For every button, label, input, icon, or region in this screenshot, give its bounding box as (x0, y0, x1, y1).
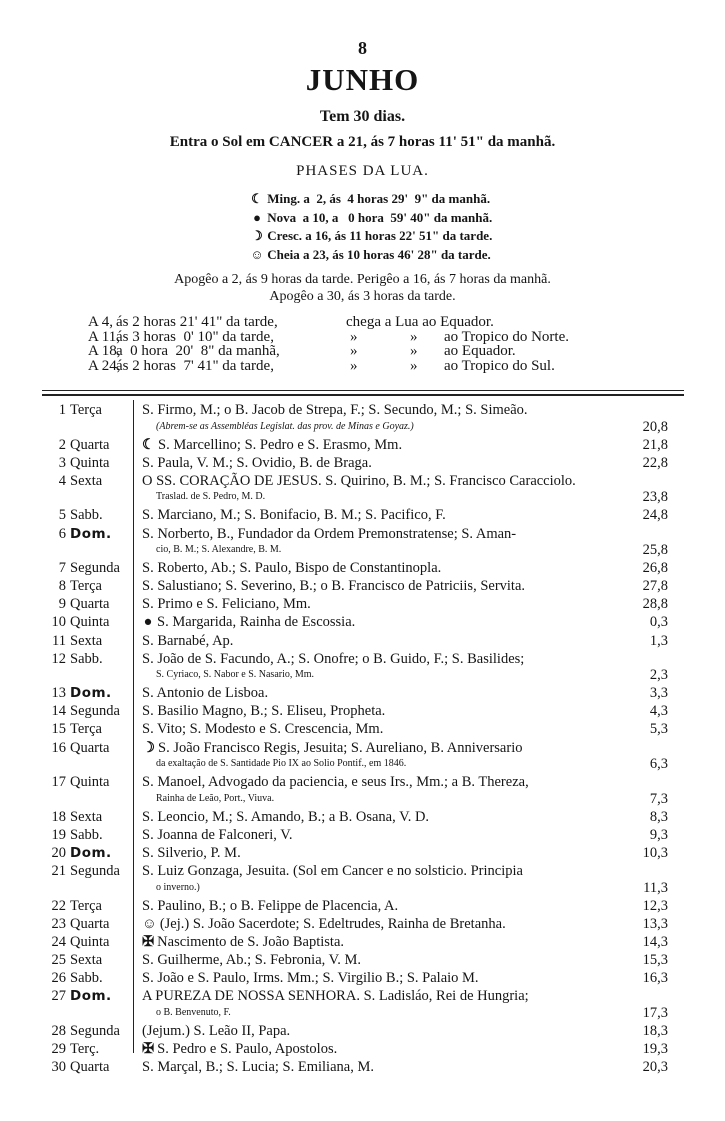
day-number: 22 (51, 897, 66, 914)
saints-line-text: S. Norberto, B., Fundador da Ordem Premonstratense; S. Aman- (142, 525, 517, 542)
saints-text (142, 507, 627, 524)
full-moon-icon: ☺ (142, 915, 157, 932)
saints-line (142, 880, 627, 897)
saints-line (142, 526, 627, 543)
calendar-row (0, 863, 725, 896)
saints-line-text: S. Marçal, B.; S. Lucia; S. Emiliana, M. (142, 1058, 374, 1075)
saints-line (142, 614, 627, 631)
moon-age-value: 7,3 (649, 790, 668, 807)
moon-age-value: 9,3 (649, 826, 668, 843)
calendar-row (0, 526, 725, 559)
saints-text (142, 934, 627, 951)
moon-age-value: 6,3 (649, 756, 668, 772)
day-number: 26 (51, 970, 66, 986)
calendar-row (0, 898, 725, 915)
day-number: 27 (51, 988, 66, 1005)
day-number: 6 (58, 525, 66, 542)
saints-line-text: o inverno.) (156, 881, 200, 893)
weekday-label: Segunda (70, 560, 120, 577)
calendar-row (0, 1041, 725, 1058)
moon-age-value: 4,3 (649, 703, 668, 720)
saints-line (142, 934, 627, 951)
weekday-label: Quarta (70, 915, 110, 932)
saints-line (142, 952, 627, 969)
calendar-row (0, 721, 725, 738)
day-number: 23 (51, 915, 66, 932)
weekday-label: Sabb. (70, 970, 103, 986)
saints-line-text: S. João de S. Facundo, A.; S. Onofre; o B. Guido, F.; S. Basilides; (142, 650, 525, 667)
calendar-row (0, 402, 725, 435)
calendar-row (0, 437, 725, 454)
day-number: 20 (51, 844, 66, 861)
moon-age-value: 13,3 (642, 915, 668, 932)
saints-line-text: S. Firmo, M.; o B. Jacob de Strepa, F.; S. Secundo, M.; S. Simeão. (142, 402, 528, 418)
calendar-row (0, 596, 725, 613)
cross-icon: ✠ (142, 933, 155, 950)
calendar-row (0, 952, 725, 969)
day-number: 29 (51, 1040, 66, 1057)
saints-line (142, 1005, 627, 1022)
saints-text (142, 685, 627, 702)
moon-age-value: 27,8 (642, 578, 668, 595)
calendar-row (0, 473, 725, 506)
days-count: Tem 30 dias. (319, 108, 406, 125)
saints-text (142, 560, 627, 577)
weekday-label: Quinta (70, 614, 110, 631)
weekday-label: Terça (70, 578, 102, 595)
calendar-row (0, 651, 725, 684)
moon-age-value: 24,8 (642, 507, 668, 524)
ditto-mark: » (350, 343, 358, 359)
ditto-mark: » (410, 343, 418, 359)
moon-age-value: 20,3 (642, 1058, 668, 1075)
moon-age-value: 15,3 (642, 951, 668, 968)
moon-age-value: 21,8 (642, 436, 668, 453)
moon-age-value: 22,8 (642, 454, 668, 471)
saints-line-text: S. Joanna de Falconeri, V. (142, 826, 293, 843)
saints-line-text: S. Silverio, P. M. (142, 844, 241, 861)
moon-age-value: 12,3 (642, 897, 668, 914)
phases-title: PHASES DA LUA. (296, 163, 429, 179)
day-number: 17 (51, 774, 66, 791)
moon-age-value: 23,8 (642, 489, 668, 506)
waning-moon-icon: ☾ (142, 436, 155, 453)
saints-text (142, 916, 627, 933)
saints-text (142, 863, 627, 896)
calendar-row (0, 970, 725, 987)
weekday-label: Quarta (70, 739, 110, 756)
saints-line (142, 542, 627, 559)
day-number: 16 (51, 739, 66, 756)
calendar-row (0, 809, 725, 826)
saints-line-text: S. Marcellino; S. Pedro e S. Erasmo, Mm. (158, 436, 403, 453)
calendar-row (0, 560, 725, 577)
weekday-label: Sabb. (70, 507, 103, 524)
saints-text (142, 651, 627, 684)
day-number: 28 (51, 1022, 66, 1039)
sunday-label: Dom. (70, 685, 112, 702)
saints-text (142, 952, 627, 969)
calendar-row (0, 774, 725, 807)
saints-line (142, 507, 627, 524)
calendar-row (0, 633, 725, 650)
saints-line-text: S. Paulino, B.; o B. Felippe de Placencia, A. (142, 897, 399, 914)
equator-event: ao Tropico do Sul. (444, 357, 555, 374)
saints-line (142, 845, 627, 862)
saints-line (142, 419, 627, 436)
saints-line (142, 1059, 627, 1076)
saints-line (142, 560, 627, 577)
day-number: 2 (58, 436, 66, 453)
saints-text (142, 455, 627, 472)
month-title: JUNHO (305, 62, 420, 97)
saints-line-text: S. Antonio de Lisboa. (142, 685, 269, 702)
saints-text (142, 437, 627, 454)
equator-time: a 0 hora 20' 8" da manhã, (116, 343, 280, 359)
saints-line (142, 898, 627, 915)
saints-line (142, 667, 627, 684)
saints-line-text: (Abrem-se as Assembléas Legislat. das prov. de Minas e Goyaz.) (156, 420, 414, 432)
weekday-label: Quarta (70, 436, 110, 453)
saints-text (142, 703, 627, 720)
calendar-row (0, 685, 725, 702)
saints-text (142, 596, 627, 613)
apogee-line: Apogêo a 30, ás 3 horas da tarde. (269, 289, 456, 304)
ditto-mark: » (350, 357, 358, 374)
new-moon-icon: ● (253, 209, 261, 225)
day-number: 3 (58, 454, 66, 471)
moon-age-value: 20,8 (642, 418, 668, 435)
saints-text (142, 614, 627, 631)
calendar-row (0, 507, 725, 524)
day-number: 5 (58, 507, 66, 524)
weekday-label: Sabb. (70, 650, 103, 667)
calendar-row (0, 740, 725, 773)
calendar-row (0, 1023, 725, 1040)
day-number: 19 (51, 826, 66, 843)
day-number: 1 (58, 402, 66, 418)
saints-line-text: S. Marciano, M.; S. Bonifacio, B. M.; S. Pacifico, F. (142, 507, 446, 524)
sunday-label: Dom. (70, 525, 112, 542)
day-number: 21 (51, 863, 66, 879)
equator-time: ás 2 horas 7' 41" da tarde, (116, 357, 274, 374)
weekday-label: Sexta (70, 632, 103, 649)
moon-phase-text: Nova a 10, a 0 hora 59' 40" da manhã. (267, 209, 493, 225)
saints-text (142, 633, 627, 650)
saints-line-text: S. Salustiano; S. Severino, B.; o B. Francisco de Patriciis, Servita. (142, 578, 526, 595)
saints-line-text: cio, B. M.; S. Alexandre, B. M. (156, 544, 282, 555)
equator-date: A 24, (88, 357, 121, 374)
weekday-label: Quarta (70, 1058, 110, 1075)
saints-line (142, 596, 627, 613)
saints-line-text: (Jejum.) S. Leão II, Papa. (142, 1022, 291, 1039)
moon-age-value: 0,3 (649, 614, 668, 631)
calendar-row (0, 827, 725, 844)
saints-line-text: S. Barnabé, Ap. (142, 632, 234, 649)
saints-line-text: S. Guilherme, Ab.; S. Febronia, V. M. (142, 951, 361, 968)
saints-line-text: (Jej.) S. João Sacerdote; S. Edeltrudes, Rainha de Bretanha. (159, 915, 506, 932)
calendar-row (0, 916, 725, 933)
calendar-row (0, 988, 725, 1021)
calendar-row (0, 455, 725, 472)
equator-time: ás 3 horas 0' 10" da tarde, (116, 328, 274, 345)
saints-text (142, 898, 627, 915)
day-number: 30 (51, 1058, 66, 1075)
saints-line (142, 1041, 627, 1058)
day-number: 14 (51, 703, 66, 720)
sunday-label: Dom. (70, 988, 112, 1005)
equator-event: ao Tropico do Norte. (444, 328, 569, 345)
ditto-mark: » (410, 328, 418, 345)
saints-line (142, 774, 627, 791)
saints-text (142, 740, 627, 773)
moon-age-value: 11,3 (643, 879, 668, 896)
saints-line-text: Traslad. de S. Pedro, M. D. (156, 491, 266, 503)
saints-line (142, 809, 627, 826)
saints-text (142, 988, 627, 1021)
weekday-label: Quinta (70, 933, 110, 950)
weekday-label: Quinta (70, 774, 110, 791)
waning-moon-icon: ☾ (251, 191, 263, 206)
sun-entry: Entra o Sol em CANCER a 21, ás 7 horas 11' 51" da manhã. (169, 134, 556, 150)
saints-text (142, 827, 627, 844)
saints-text (142, 721, 627, 738)
saints-line-text: S. Basilio Magno, B.; S. Eliseu, Propheta. (142, 703, 386, 720)
day-number: 10 (51, 614, 66, 631)
day-number: 8 (58, 578, 66, 595)
weekday-label: Sexta (70, 808, 103, 825)
saints-line (142, 437, 627, 454)
ditto-mark: » (410, 357, 418, 374)
new-moon-icon: ● (143, 614, 153, 631)
moon-age-value: 3,3 (649, 685, 668, 702)
moon-phase-text: Ming. a 2, ás 4 horas 29' 9" da manhã. (267, 191, 491, 206)
saints-line (142, 703, 627, 720)
weekday-label: Quinta (70, 454, 110, 471)
calendar-row (0, 703, 725, 720)
day-number: 11 (52, 632, 66, 649)
saints-text (142, 1041, 627, 1058)
moon-age-value: 25,8 (642, 542, 668, 558)
weekday-label: Terça (70, 897, 102, 914)
weekday-label: Segunda (70, 863, 120, 879)
moon-age-value: 16,3 (642, 970, 668, 986)
day-number: 9 (58, 596, 66, 613)
saints-line-text: S. Cyriaco, S. Nabor e S. Nasario, Mm. (156, 669, 315, 681)
moon-age-value: 26,8 (642, 560, 668, 577)
moon-age-value: 1,3 (649, 632, 668, 649)
equator-date: A 18, (88, 343, 121, 359)
saints-text (142, 526, 627, 559)
saints-text (142, 1059, 627, 1076)
saints-text (142, 473, 627, 506)
saints-line-text: S. João e S. Paulo, Irms. Mm.; S. Virgilio B.; S. Palaio M. (142, 970, 479, 986)
saints-line-text: S. Primo e S. Feliciano, Mm. (142, 596, 311, 613)
saints-line (142, 863, 627, 880)
calendar-row (0, 614, 725, 631)
moon-age-value: 2,3 (649, 667, 668, 684)
weekday-label: Quarta (70, 596, 110, 613)
ditto-mark: » (350, 328, 358, 345)
saints-text (142, 809, 627, 826)
saints-line-text: A PUREZA DE NOSSA SENHORA. S. Ladisláo, Rei de Hungria; (142, 988, 529, 1005)
saints-line (142, 455, 627, 472)
saints-line-text: S. Leoncio, M.; S. Amando, B.; a B. Osana, V. D. (142, 808, 430, 825)
saints-line (142, 402, 627, 419)
moon-age-value: 18,3 (642, 1022, 668, 1039)
saints-line-text: S. Paula, V. M.; S. Ovidio, B. de Braga. (142, 454, 372, 471)
saints-text (142, 845, 627, 862)
saints-line-text: S. Roberto, Ab.; S. Paulo, Bispo de Constantinopla. (142, 560, 442, 577)
calendar-row (0, 578, 725, 595)
full-moon-icon: ☺ (250, 246, 264, 262)
moon-age-value: 14,3 (642, 933, 668, 950)
saints-text (142, 970, 627, 987)
saints-line-text: S. Vito; S. Modesto e S. Crescencia, Mm. (142, 721, 384, 738)
saints-line-text: Rainha de Leão, Port., Viuva. (156, 792, 275, 804)
weekday-label: Sexta (70, 472, 103, 489)
weekday-label: Sabb. (70, 826, 103, 843)
apogee-line: Apogêo a 2, ás 9 horas da tarde. Perigêo a 16, ás 7 horas da manhã. (174, 272, 551, 287)
saints-text (142, 1023, 627, 1040)
cross-icon: ✠ (142, 1040, 155, 1057)
weekday-label: Terça (70, 721, 102, 738)
calendar-row (0, 845, 725, 862)
waxing-moon-icon: ☽ (142, 739, 155, 756)
moon-age-value: 5,3 (649, 721, 668, 738)
equator-time: ás 2 horas 21' 41" da tarde, (116, 314, 278, 330)
saints-line (142, 740, 627, 757)
saints-line-text: O SS. CORAÇÃO DE JESUS. S. Quirino, B. M.; S. Francisco Caracciolo. (142, 472, 576, 489)
moon-phase-text: Cresc. a 16, ás 11 horas 22' 51" da tarde. (267, 228, 493, 243)
day-number: 4 (58, 472, 66, 489)
saints-line (142, 651, 627, 668)
weekday-label: Terça (70, 402, 102, 418)
equator-date: A 11, (88, 328, 120, 345)
saints-line (142, 791, 627, 808)
weekday-label: Terç. (70, 1040, 100, 1057)
calendar-row (0, 934, 725, 951)
moon-age-value: 8,3 (649, 808, 668, 825)
weekday-label: Segunda (70, 703, 120, 720)
moon-age-value: 17,3 (642, 1004, 668, 1021)
saints-line-text: S. Margarida, Rainha de Escossia. (157, 614, 356, 631)
saints-line (142, 756, 627, 773)
saints-line-text: o B. Benvenuto, F. (156, 1006, 231, 1018)
saints-text (142, 578, 627, 595)
waxing-moon-icon: ☽ (251, 228, 263, 243)
saints-line (142, 489, 627, 506)
day-number: 25 (51, 951, 66, 968)
day-number: 24 (51, 933, 66, 950)
moon-phase-text: Cheia a 23, ás 10 horas 46' 28" da tarde. (267, 246, 491, 262)
saints-line (142, 633, 627, 650)
saints-line-text: da exaltação de S. Santidade Pio IX ao Solio Pontif., em 1846. (156, 758, 407, 769)
day-number: 15 (51, 721, 66, 738)
day-number: 12 (51, 650, 66, 667)
saints-line (142, 988, 627, 1005)
equator-date: A 4, (88, 314, 114, 330)
saints-line-text: S. Manoel, Advogado da paciencia, e seus Irs., Mm.; a B. Thereza, (142, 774, 529, 791)
saints-line-text: Nascimento de S. João Baptista. (157, 933, 345, 950)
moon-age-value: 10,3 (642, 844, 668, 861)
equator-event: ao Equador. (444, 343, 516, 359)
saints-line (142, 827, 627, 844)
saints-line-text: S. João Francisco Regis, Jesuita; S. Aureliano, B. Anniversario (158, 739, 523, 756)
calendar-row (0, 1059, 725, 1076)
saints-line (142, 970, 627, 987)
day-number: 7 (58, 560, 66, 577)
saints-line (142, 1023, 627, 1040)
equator-event: chega a Lua ao Equador. (346, 314, 494, 330)
weekday-label: Segunda (70, 1022, 120, 1039)
sunday-label: Dom. (70, 844, 112, 861)
day-number: 13 (51, 685, 66, 702)
day-number: 18 (51, 808, 66, 825)
weekday-label: Sexta (70, 951, 103, 968)
saints-text (142, 402, 627, 435)
saints-line (142, 473, 627, 490)
moon-age-value: 19,3 (642, 1040, 668, 1057)
saints-line (142, 685, 627, 702)
saints-line (142, 916, 627, 933)
moon-age-value: 28,8 (642, 596, 668, 613)
saints-line (142, 578, 627, 595)
saints-line-text: S. Luiz Gonzaga, Jesuita. (Sol em Cancer e no solsticio. Principia (142, 863, 523, 879)
saints-text (142, 774, 627, 807)
saints-line-text: S. Pedro e S. Paulo, Apostolos. (157, 1040, 338, 1057)
page-number: 8 (358, 38, 367, 58)
saints-line (142, 721, 627, 738)
